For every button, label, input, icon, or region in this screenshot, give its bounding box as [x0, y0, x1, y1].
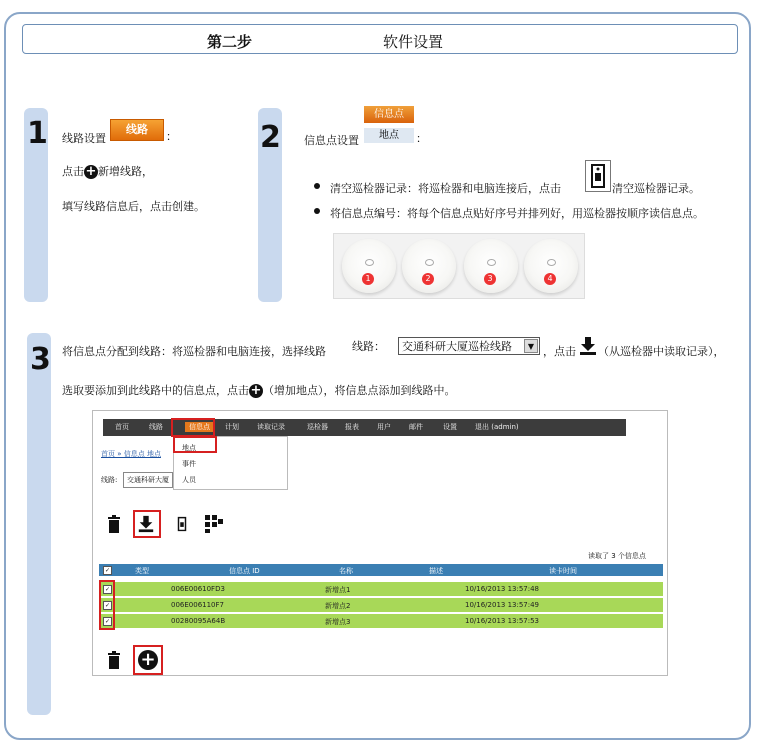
row-checkbox[interactable]: ✓ [104, 586, 111, 593]
nav-device[interactable]: 巡检器 [307, 423, 328, 431]
bullet2-text: 将信息点编号：将每个信息点贴好序号并排列好，用巡检器按顺序读信息点。 [330, 207, 704, 220]
cell-time: 10/16/2013 13:57:48 [465, 585, 540, 593]
select-all-checkbox[interactable]: ✓ [104, 567, 111, 574]
step3-line1-c: （从巡检器中读取记录）， [598, 345, 725, 358]
step1-line2: 点击 + 新增线路， [62, 164, 153, 179]
step3-number: 3 [30, 342, 51, 377]
nav-info-point[interactable]: 信息点 [185, 422, 214, 432]
highlight-box [133, 645, 163, 675]
route-select[interactable]: 交通科研大厦巡检线路 ▼ [398, 337, 540, 355]
step2-prefix: 信息点设置 [304, 134, 359, 147]
breadcrumb[interactable]: 首页 » 信息点 地点 [101, 450, 161, 458]
step3-line2: 选取要添加到此线路中的信息点，点击 + （增加地点），将信息点添加到线路中。 [62, 383, 456, 398]
step1-line1: 线路设置 [62, 132, 106, 145]
cell-id: 006E00610FD3 [171, 585, 225, 593]
info-point-disc: 4 [524, 239, 578, 293]
info-point-disc: 2 [402, 239, 456, 293]
nav-mail[interactable]: 邮件 [409, 423, 423, 431]
route-label: 线路: [101, 476, 118, 484]
col-desc: 描述 [429, 567, 443, 575]
highlight-box [173, 436, 217, 453]
cell-name: 新增点2 [325, 602, 351, 610]
cell-name: 新增点3 [325, 618, 351, 626]
route-label: 线路： [352, 340, 385, 353]
read-count: 读取了 3 个信息点 [588, 552, 646, 560]
table-row[interactable] [99, 614, 663, 628]
cell-time: 10/16/2013 13:57:53 [465, 617, 540, 625]
step1-number: 1 [27, 116, 48, 151]
plus-circle-icon[interactable]: + [85, 164, 97, 179]
step1-line3: 填写线路信息后，点击创建。 [62, 200, 205, 213]
nav-logout[interactable]: 退出 (admin) [475, 423, 519, 431]
colon: ： [416, 132, 427, 145]
col-id: 信息点 ID [229, 567, 260, 575]
table-row[interactable] [99, 582, 663, 596]
app-screenshot [92, 410, 668, 676]
info-point-tab[interactable]: 信息点 [364, 106, 414, 123]
nav-plan[interactable]: 计划 [225, 423, 239, 431]
table-header [99, 564, 663, 576]
nav-route[interactable]: 线路 [149, 423, 163, 431]
nav-read-records[interactable]: 读取记录 [257, 423, 285, 431]
cell-name: 新增点1 [325, 586, 351, 594]
col-time: 读卡时间 [549, 567, 577, 575]
step3-bar [27, 333, 51, 715]
info-point-disc: 3 [464, 239, 518, 293]
info-point-disc: 1 [342, 239, 396, 293]
bullet1-text-a: 清空巡检器记录：将巡检器和电脑连接后，点击 [330, 182, 561, 195]
trash-icon[interactable] [107, 651, 121, 673]
bullet1-text-b: 清空巡检器记录。 [612, 182, 700, 195]
title-bar [22, 24, 738, 54]
grid-icon[interactable] [205, 515, 223, 537]
cell-id: 006E006110F7 [171, 601, 224, 609]
col-type: 类型 [135, 567, 149, 575]
step3-line1-a: 将信息点分配到线路：将巡检器和电脑连接，选择线路 [62, 345, 326, 358]
step2-number: 2 [260, 120, 281, 155]
clear-device-icon[interactable] [585, 160, 611, 192]
route-tab[interactable]: 线路 [110, 119, 164, 141]
step-title: 第二步 [207, 33, 253, 51]
nav-report[interactable]: 报表 [345, 423, 359, 431]
menu-item-location[interactable]: 地点 [182, 444, 196, 452]
highlight-box [99, 580, 115, 630]
section-title: 软件设置 [383, 33, 444, 51]
download-icon[interactable] [578, 336, 598, 360]
cell-id: 00280095A64B [171, 617, 226, 625]
row-checkbox[interactable]: ✓ [104, 618, 111, 625]
chevron-down-icon: ▼ [524, 339, 538, 353]
route-select[interactable]: 交通科研大厦 [123, 472, 173, 488]
location-tab[interactable]: 地点 [364, 128, 414, 143]
plus-circle-icon[interactable]: + [138, 650, 158, 670]
nav-home[interactable]: 首页 [115, 423, 129, 431]
colon: ： [166, 130, 177, 143]
trash-icon[interactable] [107, 515, 121, 537]
bullet [314, 208, 320, 214]
table-row[interactable] [99, 598, 663, 612]
cell-time: 10/16/2013 13:57:49 [465, 601, 540, 609]
clear-device-icon[interactable] [175, 515, 189, 537]
highlight-box [171, 418, 215, 437]
step3-line1-b: ，点击 [543, 345, 576, 358]
menu-item-person[interactable]: 人员 [182, 476, 196, 484]
col-name: 名称 [339, 567, 353, 575]
menu-item-event[interactable]: 事件 [182, 460, 196, 468]
nav-user[interactable]: 用户 [377, 423, 391, 431]
row-checkbox[interactable]: ✓ [104, 602, 111, 609]
bullet [314, 183, 320, 189]
nav-settings[interactable]: 设置 [443, 423, 457, 431]
info-point-photo [333, 233, 585, 299]
plus-circle-icon[interactable]: + [250, 383, 262, 398]
highlight-box [133, 510, 161, 538]
